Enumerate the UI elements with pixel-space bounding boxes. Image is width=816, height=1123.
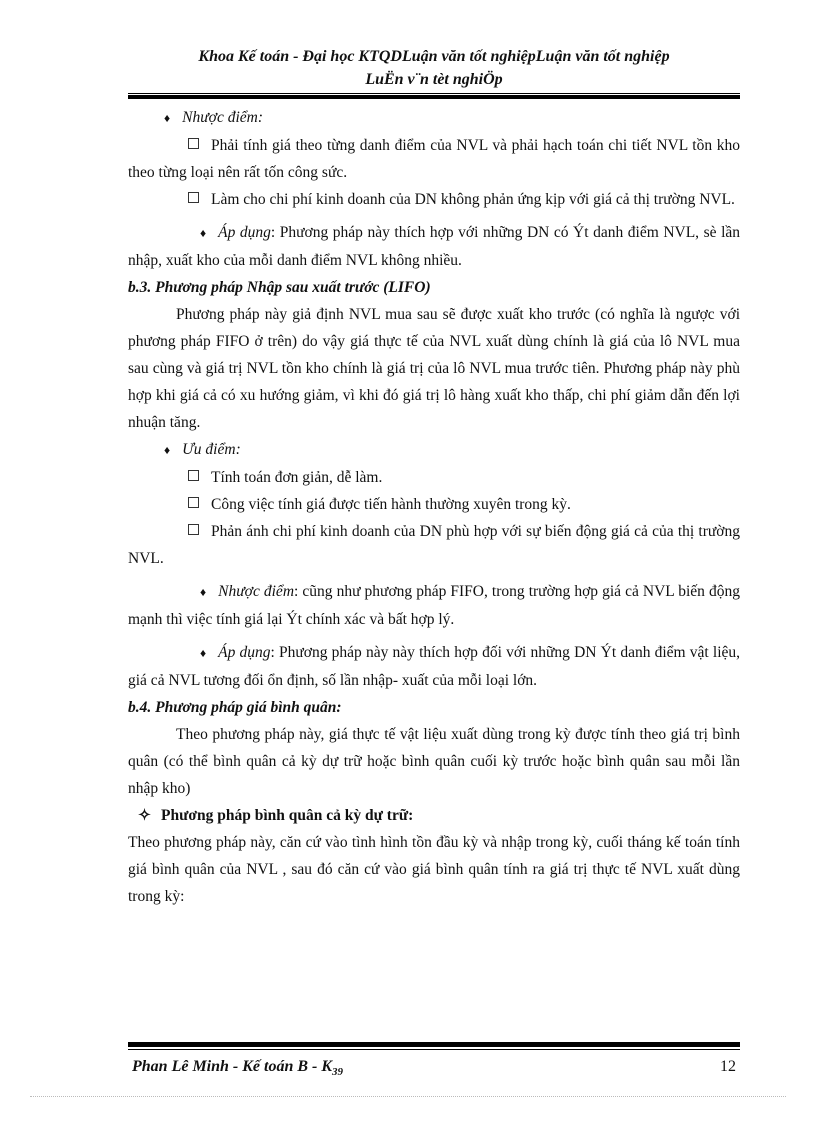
list-item: Tính toán đơn giản, dễ làm.: [128, 464, 740, 491]
ap-dung-paragraph-2: ♦ Áp dụng: Phương pháp này này thích hợp đối với những DN Ýt danh điểm vật liệu, giá cả NVL tương đối ổn định, số lần nhập- xuất của mỗi loại lớn.: [128, 639, 740, 694]
diamond-bullet-icon: ♦: [164, 111, 171, 125]
diamond-bullet-icon: ♦: [200, 226, 207, 240]
header-rule-thin: [128, 93, 740, 94]
header-line-1: Khoa Kế toán - Đại học KTQDLuận văn tốt nghiệpLuận văn tốt nghiệp: [198, 48, 670, 65]
section-heading-b4: b.4. Phương pháp giá bình quân:: [128, 699, 342, 716]
page-number: 12: [720, 1058, 736, 1075]
diamond-bullet-icon: ♦: [164, 443, 171, 457]
checkbox-square-icon: [188, 470, 199, 481]
checkbox-square-icon: [188, 524, 199, 535]
ap-dung-paragraph-1: ♦ Áp dụng: Phương pháp này thích hợp với những DN có Ýt danh điểm NVL, sè lần nhập, xuất kho của mỗi danh điểm NVL không nhiều.: [128, 219, 740, 274]
footer-author: Phan Lê Minh - Kế toán B - $K_{39}$: [132, 1058, 344, 1079]
nhuoc-diem-paragraph-2: ♦ Nhược điểm: cũng như phương pháp FIFO, trong trường hợp giá cả NVL biến động mạnh thì việc tính giá lại Ýt chính xác và bất hợp lý.: [128, 578, 740, 633]
list-item: Công việc tính giá được tiến hành thường xuyên trong kỳ.: [128, 491, 740, 518]
header-rule-thick: [128, 95, 740, 99]
page-bottom-divider: [30, 1096, 786, 1097]
uu-diem-heading: ♦ Ưu điểm:: [128, 436, 740, 464]
footer-rule-thick: [128, 1042, 740, 1047]
diamond-bullet-icon: ♦: [200, 646, 207, 660]
list-item: Phải tính giá theo từng danh điểm của NVL và phải hạch toán chi tiết NVL tồn kho theo từng loại nên rất tốn công sức.: [128, 137, 740, 181]
sub-heading: ✧ Phương pháp bình quân cả kỳ dự trữ:: [138, 807, 414, 824]
b3-paragraph: Phương pháp này giả định NVL mua sau sẽ được xuất kho trước (có nghĩa là ngược với phương pháp FIFO ở trên) do vậy giá thực tế của NVL xuất dùng chính là giá của lô NVL mua sau cùng và giá trị NVL tồn kho chính là giá trị của lô NVL mua trước tiên. Phương pháp này phù hợp khi giá cả có xu hướng giảm, vì khi đó giá trị lô hàng xuất kho thấp, chi phí giảm dẫn đến lợi nhuận tăng.: [128, 306, 740, 431]
footer-rule-thin: [128, 1049, 740, 1050]
b4-paragraph: Theo phương pháp này, giá thực tế vật liệu xuất dùng trong kỳ được tính theo giá trị bình quân (có thể bình quân cả kỳ dự trữ hoặc bình quân cuối kỳ trước hoặc bình quân sau mỗi lần nhập kho): [128, 726, 740, 797]
list-item: Phản ánh chi phí kinh doanh của DN phù hợp với sự biến động giá cả của thị trường NVL.: [128, 523, 740, 567]
body-content: [128, 104, 740, 910]
checkbox-square-icon: [188, 497, 199, 508]
checkbox-square-icon: [188, 138, 199, 149]
checkbox-square-icon: [188, 192, 199, 203]
list-item: Làm cho chi phí kinh doanh của DN không phản ứng kịp với giá cả thị trường NVL.: [128, 186, 740, 213]
four-star-bullet-icon: ✧: [138, 807, 151, 824]
nhuoc-diem-heading-1: ♦ Nhược điểm:: [128, 104, 740, 132]
section-heading-b3: b.3. Phương pháp Nhập sau xuất trước (LIFO): [128, 279, 431, 296]
diamond-bullet-icon: ♦: [200, 585, 207, 599]
final-paragraph: Theo phương pháp này, căn cứ vào tình hình tồn đầu kỳ và nhập trong kỳ, cuối tháng kế toán tính giá bình quân của NVL , sau đó căn cứ vào giá bình quân tính ra giá trị thực tế NVL xuất dùng trong kỳ:: [128, 834, 740, 905]
header-line-2: LuËn v¨n tèt nghiÖp: [365, 71, 503, 88]
